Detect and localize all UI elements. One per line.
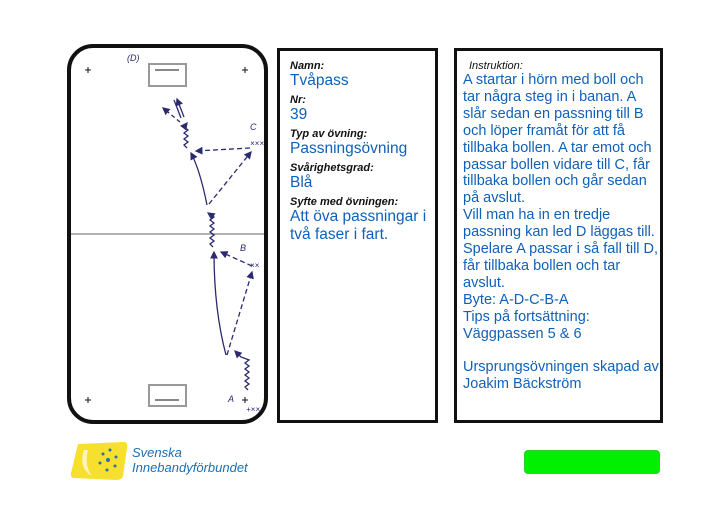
player-a-label: A — [228, 394, 235, 404]
nr-value: 39 — [290, 106, 308, 123]
name-value: Tvåpass — [290, 72, 349, 89]
instruction-panel — [454, 48, 663, 423]
type-value: Passningsövning — [290, 140, 408, 157]
logo-line2: Innebandyförbundet — [132, 460, 248, 475]
svg-text:××: ×× — [250, 261, 260, 270]
nr-label: Nr: — [290, 94, 306, 106]
floorball-logo-icon — [70, 440, 128, 480]
difficulty-label: Svårighetsgrad: — [290, 162, 374, 174]
player-c-label: C — [250, 122, 257, 132]
green-button[interactable] — [524, 450, 660, 474]
svg-text:×××: ××× — [250, 139, 265, 148]
instruction-text: A startar i hörn med boll och tar några steg in i banan. A slår sedan en passning till B och löper framåt för att få tillbaka bollen. A tar emot och passar bollen vidare till C, får tillbaka bollen och går sedan på avslut. Vill man ha in en tredje passning kan led D läggas till. Spelare A passar i så fall till D, får tillbaka bollen och tar avslut. Byte: A-D-C-B-A Tips på fortsättning: Väggpassen 5 & 6 Ursprungsövningen skapad av Joakim Bäckström — [463, 72, 659, 393]
purpose-value: Att öva passningar i två faser i fart. — [290, 208, 427, 243]
player-b-label: B — [240, 243, 247, 253]
exercise-details-panel — [277, 48, 438, 423]
name-label: Namn: — [290, 60, 325, 72]
sif-logo — [70, 440, 270, 480]
difficulty-value: Blå — [290, 174, 313, 191]
type-label: Typ av övning: — [290, 128, 368, 140]
purpose-label: Syfte med övningen: — [290, 196, 399, 208]
svg-text:+××: +×× — [246, 405, 261, 414]
logo-line1: Svenska — [132, 445, 182, 460]
instruction-label: Instruktion: — [469, 60, 523, 72]
player-d-label: (D) — [127, 53, 140, 63]
